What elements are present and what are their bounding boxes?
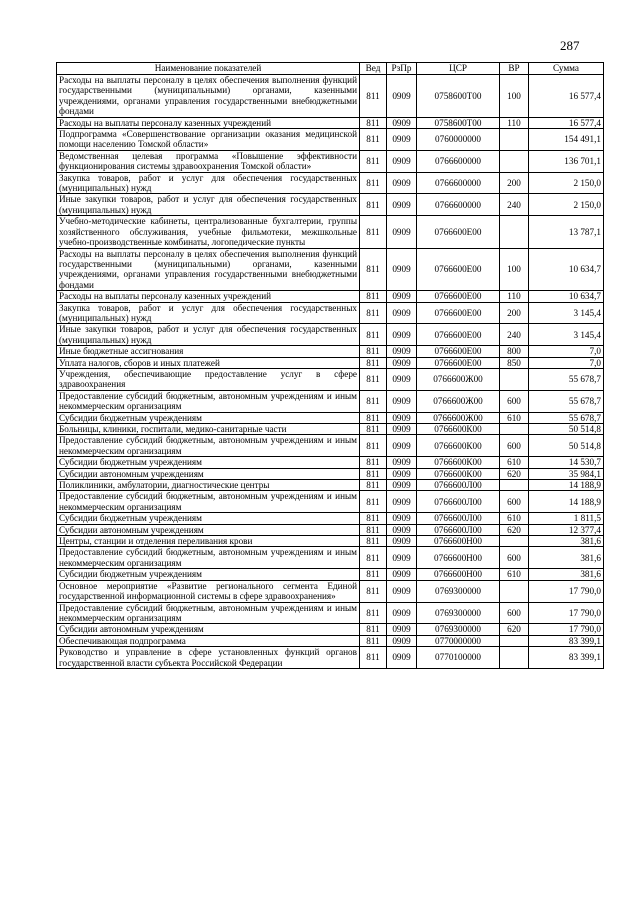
cell-rzpr: 0909 — [387, 75, 417, 118]
cell-csr: 0766600000 — [417, 172, 500, 194]
cell-rzpr: 0909 — [387, 216, 417, 248]
table-row — [57, 129, 604, 151]
cell-vr — [500, 150, 529, 172]
cell-ved: 811 — [360, 75, 387, 118]
table-row — [57, 624, 604, 635]
table-row — [57, 172, 604, 194]
cell-ved: 811 — [360, 547, 387, 569]
table-row — [57, 216, 604, 248]
cell-rzpr: 0909 — [387, 435, 417, 457]
cell-vr: 600 — [500, 547, 529, 569]
cell-sum: 55 678,7 — [529, 368, 604, 390]
cell-ved: 811 — [360, 117, 387, 128]
cell-name: Субсидии бюджетным учреждениям — [57, 569, 360, 580]
cell-ved: 811 — [360, 491, 387, 513]
cell-sum: 16 577,4 — [529, 75, 604, 118]
cell-sum: 17 790,0 — [529, 624, 604, 635]
cell-rzpr: 0909 — [387, 513, 417, 524]
cell-ved: 811 — [360, 513, 387, 524]
table-row — [57, 117, 604, 128]
cell-sum: 2 150,0 — [529, 172, 604, 194]
cell-rzpr: 0909 — [387, 424, 417, 435]
cell-name: Обеспечивающая подпрограмма — [57, 635, 360, 646]
cell-rzpr: 0909 — [387, 412, 417, 423]
table-row — [57, 346, 604, 357]
table-row — [57, 390, 604, 412]
cell-csr: 0766600Ж00 — [417, 412, 500, 423]
table-row — [57, 291, 604, 302]
cell-vr: 110 — [500, 291, 529, 302]
cell-ved: 811 — [360, 412, 387, 423]
cell-csr: 0770100000 — [417, 647, 500, 669]
cell-sum: 10 634,7 — [529, 248, 604, 291]
table-row — [57, 435, 604, 457]
cell-sum: 7,0 — [529, 357, 604, 368]
cell-csr: 0766600Е00 — [417, 216, 500, 248]
cell-sum: 10 634,7 — [529, 291, 604, 302]
table-row — [57, 602, 604, 624]
cell-sum: 381,6 — [529, 569, 604, 580]
cell-vr: 200 — [500, 172, 529, 194]
cell-name: Субсидии автономным учреждениям — [57, 624, 360, 635]
cell-sum: 17 790,0 — [529, 602, 604, 624]
cell-sum: 136 701,1 — [529, 150, 604, 172]
cell-name: Поликлиники, амбулатории, диагностические центры — [57, 480, 360, 491]
cell-name: Ведомственная целевая программа «Повышение эффективности функционирования системы здравоохранения Томской области» — [57, 150, 360, 172]
header-csr: ЦСР — [417, 63, 500, 75]
cell-csr: 0766600Е00 — [417, 302, 500, 324]
table-row — [57, 150, 604, 172]
cell-rzpr: 0909 — [387, 129, 417, 151]
cell-name: Предоставление субсидий бюджетным, автономным учреждениям и иным некоммерческим организациям — [57, 547, 360, 569]
cell-name: Субсидии автономным учреждениям — [57, 468, 360, 479]
cell-vr: 620 — [500, 524, 529, 535]
cell-vr: 620 — [500, 468, 529, 479]
cell-csr: 0766600Н00 — [417, 547, 500, 569]
cell-vr: 600 — [500, 491, 529, 513]
cell-ved: 811 — [360, 580, 387, 602]
cell-rzpr: 0909 — [387, 580, 417, 602]
cell-sum: 3 145,4 — [529, 324, 604, 346]
cell-name: Субсидии автономным учреждениям — [57, 524, 360, 535]
cell-ved: 811 — [360, 150, 387, 172]
cell-vr: 600 — [500, 435, 529, 457]
cell-rzpr: 0909 — [387, 248, 417, 291]
cell-name: Учреждения, обеспечивающие предоставление услуг в сфере здравоохранения — [57, 368, 360, 390]
cell-name: Больницы, клиники, госпитали, медико-санитарные части — [57, 424, 360, 435]
cell-vr — [500, 536, 529, 547]
table-row — [57, 302, 604, 324]
cell-vr — [500, 129, 529, 151]
cell-ved: 811 — [360, 424, 387, 435]
cell-rzpr: 0909 — [387, 468, 417, 479]
cell-name: Расходы на выплаты персоналу в целях обеспечения выполнения функций государственными (муниципальными) органами, казенными учреждениями, органами управления государственными внебюджетными фондами — [57, 75, 360, 118]
cell-name: Предоставление субсидий бюджетным, автономным учреждениям и иным некоммерческим организациям — [57, 390, 360, 412]
table-row — [57, 580, 604, 602]
cell-vr — [500, 424, 529, 435]
cell-vr — [500, 216, 529, 248]
header-sum: Сумма — [529, 63, 604, 75]
cell-ved: 811 — [360, 468, 387, 479]
cell-sum: 83 399,1 — [529, 647, 604, 669]
cell-name: Уплата налогов, сборов и иных платежей — [57, 357, 360, 368]
cell-vr: 240 — [500, 194, 529, 216]
cell-name: Предоставление субсидий бюджетным, автономным учреждениям и иным некоммерческим организациям — [57, 491, 360, 513]
cell-rzpr: 0909 — [387, 302, 417, 324]
cell-name: Субсидии бюджетным учреждениям — [57, 457, 360, 468]
cell-ved: 811 — [360, 569, 387, 580]
table-row — [57, 412, 604, 423]
cell-name: Закупка товаров, работ и услуг для обеспечения государственных (муниципальных) нужд — [57, 172, 360, 194]
cell-csr: 0758600Т00 — [417, 75, 500, 118]
cell-vr — [500, 635, 529, 646]
cell-vr — [500, 647, 529, 669]
cell-name: Иные закупки товаров, работ и услуг для обеспечения государственных (муниципальных) нужд — [57, 324, 360, 346]
cell-ved: 811 — [360, 216, 387, 248]
table-row — [57, 75, 604, 118]
cell-rzpr: 0909 — [387, 117, 417, 128]
cell-sum: 13 787,1 — [529, 216, 604, 248]
cell-name: Иные закупки товаров, работ и услуг для обеспечения государственных (муниципальных) нужд — [57, 194, 360, 216]
cell-sum: 50 514,8 — [529, 424, 604, 435]
cell-rzpr: 0909 — [387, 346, 417, 357]
table-header-row — [57, 63, 604, 75]
cell-rzpr: 0909 — [387, 291, 417, 302]
cell-ved: 811 — [360, 129, 387, 151]
table-row — [57, 524, 604, 535]
header-vr: ВР — [500, 63, 529, 75]
cell-name: Подпрограмма «Совершенствование организации оказания медицинской помощи населению Томской области» — [57, 129, 360, 151]
cell-csr: 0769300000 — [417, 580, 500, 602]
cell-sum: 12 377,4 — [529, 524, 604, 535]
cell-sum: 14 530,7 — [529, 457, 604, 468]
cell-rzpr: 0909 — [387, 150, 417, 172]
cell-csr: 0766600Е00 — [417, 324, 500, 346]
cell-rzpr: 0909 — [387, 569, 417, 580]
cell-sum: 55 678,7 — [529, 390, 604, 412]
cell-sum: 17 790,0 — [529, 580, 604, 602]
cell-ved: 811 — [360, 536, 387, 547]
table-row — [57, 468, 604, 479]
cell-csr: 0766600К00 — [417, 424, 500, 435]
cell-name: Руководство и управление в сфере установленных функций органов государственной власти субъекта Российской Федерации — [57, 647, 360, 669]
cell-csr: 0766600К00 — [417, 435, 500, 457]
table-row — [57, 324, 604, 346]
cell-name: Учебно-методические кабинеты, централизованные бухгалтерии, группы хозяйственного обслуживания, учебные фильмотеки, межшкольные учебно-производственные комбинаты, логопедические пункты — [57, 216, 360, 248]
cell-rzpr: 0909 — [387, 491, 417, 513]
table-row — [57, 424, 604, 435]
cell-csr: 0766600Ж00 — [417, 390, 500, 412]
cell-name: Основное мероприятие «Развитие регионального сегмента Единой государственной информационной системы в сфере здравоохранения» — [57, 580, 360, 602]
cell-rzpr: 0909 — [387, 602, 417, 624]
cell-csr: 0758600Т00 — [417, 117, 500, 128]
cell-name: Закупка товаров, работ и услуг для обеспечения государственных (муниципальных) нужд — [57, 302, 360, 324]
cell-csr: 0766600Л00 — [417, 524, 500, 535]
cell-ved: 811 — [360, 324, 387, 346]
cell-ved: 811 — [360, 368, 387, 390]
cell-rzpr: 0909 — [387, 390, 417, 412]
cell-csr: 0766600К00 — [417, 468, 500, 479]
table-row — [57, 547, 604, 569]
cell-ved: 811 — [360, 172, 387, 194]
cell-sum: 83 399,1 — [529, 635, 604, 646]
cell-csr: 0766600Ж00 — [417, 368, 500, 390]
cell-vr: 610 — [500, 569, 529, 580]
cell-rzpr: 0909 — [387, 635, 417, 646]
cell-ved: 811 — [360, 357, 387, 368]
cell-vr — [500, 368, 529, 390]
cell-csr: 0766600Л00 — [417, 491, 500, 513]
cell-rzpr: 0909 — [387, 524, 417, 535]
cell-vr: 100 — [500, 248, 529, 291]
cell-name: Предоставление субсидий бюджетным, автономным учреждениям и иным некоммерческим организациям — [57, 602, 360, 624]
page-number: 287 — [560, 38, 580, 53]
cell-name: Иные бюджетные ассигнования — [57, 346, 360, 357]
cell-sum: 154 491,1 — [529, 129, 604, 151]
table-row — [57, 647, 604, 669]
table-row — [57, 569, 604, 580]
cell-vr: 850 — [500, 357, 529, 368]
cell-rzpr: 0909 — [387, 647, 417, 669]
cell-vr: 600 — [500, 390, 529, 412]
cell-name: Субсидии бюджетным учреждениям — [57, 412, 360, 423]
cell-name: Расходы на выплаты персоналу казенных учреждений — [57, 117, 360, 128]
cell-csr: 0766600000 — [417, 194, 500, 216]
cell-sum: 7,0 — [529, 346, 604, 357]
cell-csr: 0760000000 — [417, 129, 500, 151]
cell-sum: 14 188,9 — [529, 480, 604, 491]
table-row — [57, 480, 604, 491]
table-row — [57, 368, 604, 390]
cell-vr: 610 — [500, 457, 529, 468]
cell-ved: 811 — [360, 390, 387, 412]
cell-csr: 0769300000 — [417, 624, 500, 635]
cell-csr: 0766600Е00 — [417, 248, 500, 291]
cell-vr — [500, 580, 529, 602]
cell-ved: 811 — [360, 291, 387, 302]
cell-rzpr: 0909 — [387, 547, 417, 569]
cell-vr: 800 — [500, 346, 529, 357]
cell-rzpr: 0909 — [387, 324, 417, 346]
header-ved: Вед — [360, 63, 387, 75]
cell-csr: 0766600Е00 — [417, 346, 500, 357]
table-row — [57, 491, 604, 513]
cell-vr: 200 — [500, 302, 529, 324]
cell-rzpr: 0909 — [387, 480, 417, 491]
cell-rzpr: 0909 — [387, 368, 417, 390]
table-row — [57, 248, 604, 291]
cell-ved: 811 — [360, 602, 387, 624]
table-row — [57, 635, 604, 646]
cell-ved: 811 — [360, 624, 387, 635]
cell-rzpr: 0909 — [387, 536, 417, 547]
cell-vr: 110 — [500, 117, 529, 128]
cell-ved: 811 — [360, 524, 387, 535]
cell-ved: 811 — [360, 248, 387, 291]
cell-ved: 811 — [360, 635, 387, 646]
cell-csr: 0766600Н00 — [417, 536, 500, 547]
cell-csr: 0766600Л00 — [417, 513, 500, 524]
cell-sum: 3 145,4 — [529, 302, 604, 324]
cell-name: Расходы на выплаты персоналу в целях обеспечения выполнения функций государственными (муниципальными) органами, казенными учреждениями, органами управления государственными внебюджетными фондами — [57, 248, 360, 291]
cell-name: Центры, станции и отделения переливания крови — [57, 536, 360, 547]
table-row — [57, 513, 604, 524]
cell-sum: 381,6 — [529, 536, 604, 547]
table-row — [57, 457, 604, 468]
cell-csr: 0769300000 — [417, 602, 500, 624]
cell-vr: 100 — [500, 75, 529, 118]
table-row — [57, 536, 604, 547]
cell-name: Субсидии бюджетным учреждениям — [57, 513, 360, 524]
cell-csr: 0766600Н00 — [417, 569, 500, 580]
cell-vr: 240 — [500, 324, 529, 346]
cell-sum: 14 188,9 — [529, 491, 604, 513]
cell-vr — [500, 480, 529, 491]
cell-rzpr: 0909 — [387, 172, 417, 194]
cell-csr: 0766600Е00 — [417, 291, 500, 302]
cell-name: Предоставление субсидий бюджетным, автономным учреждениям и иным некоммерческим организациям — [57, 435, 360, 457]
cell-sum: 1 811,5 — [529, 513, 604, 524]
cell-csr: 0766600000 — [417, 150, 500, 172]
cell-ved: 811 — [360, 302, 387, 324]
header-rzpr: РзПр — [387, 63, 417, 75]
cell-ved: 811 — [360, 194, 387, 216]
table-row — [57, 357, 604, 368]
cell-sum: 2 150,0 — [529, 194, 604, 216]
cell-ved: 811 — [360, 346, 387, 357]
cell-vr: 600 — [500, 602, 529, 624]
cell-ved: 811 — [360, 457, 387, 468]
cell-vr: 620 — [500, 624, 529, 635]
cell-ved: 811 — [360, 647, 387, 669]
header-name: Наименование показателей — [57, 63, 360, 75]
cell-vr: 610 — [500, 513, 529, 524]
cell-sum: 50 514,8 — [529, 435, 604, 457]
table-row — [57, 194, 604, 216]
cell-csr: 0766600К00 — [417, 457, 500, 468]
cell-rzpr: 0909 — [387, 194, 417, 216]
cell-sum: 381,6 — [529, 547, 604, 569]
cell-ved: 811 — [360, 480, 387, 491]
cell-csr: 0770000000 — [417, 635, 500, 646]
budget-table — [56, 62, 604, 669]
cell-rzpr: 0909 — [387, 457, 417, 468]
cell-rzpr: 0909 — [387, 357, 417, 368]
cell-sum: 55 678,7 — [529, 412, 604, 423]
cell-name: Расходы на выплаты персоналу казенных учреждений — [57, 291, 360, 302]
cell-vr: 610 — [500, 412, 529, 423]
cell-sum: 16 577,4 — [529, 117, 604, 128]
cell-ved: 811 — [360, 435, 387, 457]
cell-csr: 0766600Л00 — [417, 480, 500, 491]
cell-rzpr: 0909 — [387, 624, 417, 635]
cell-csr: 0766600Е00 — [417, 357, 500, 368]
cell-sum: 35 984,1 — [529, 468, 604, 479]
